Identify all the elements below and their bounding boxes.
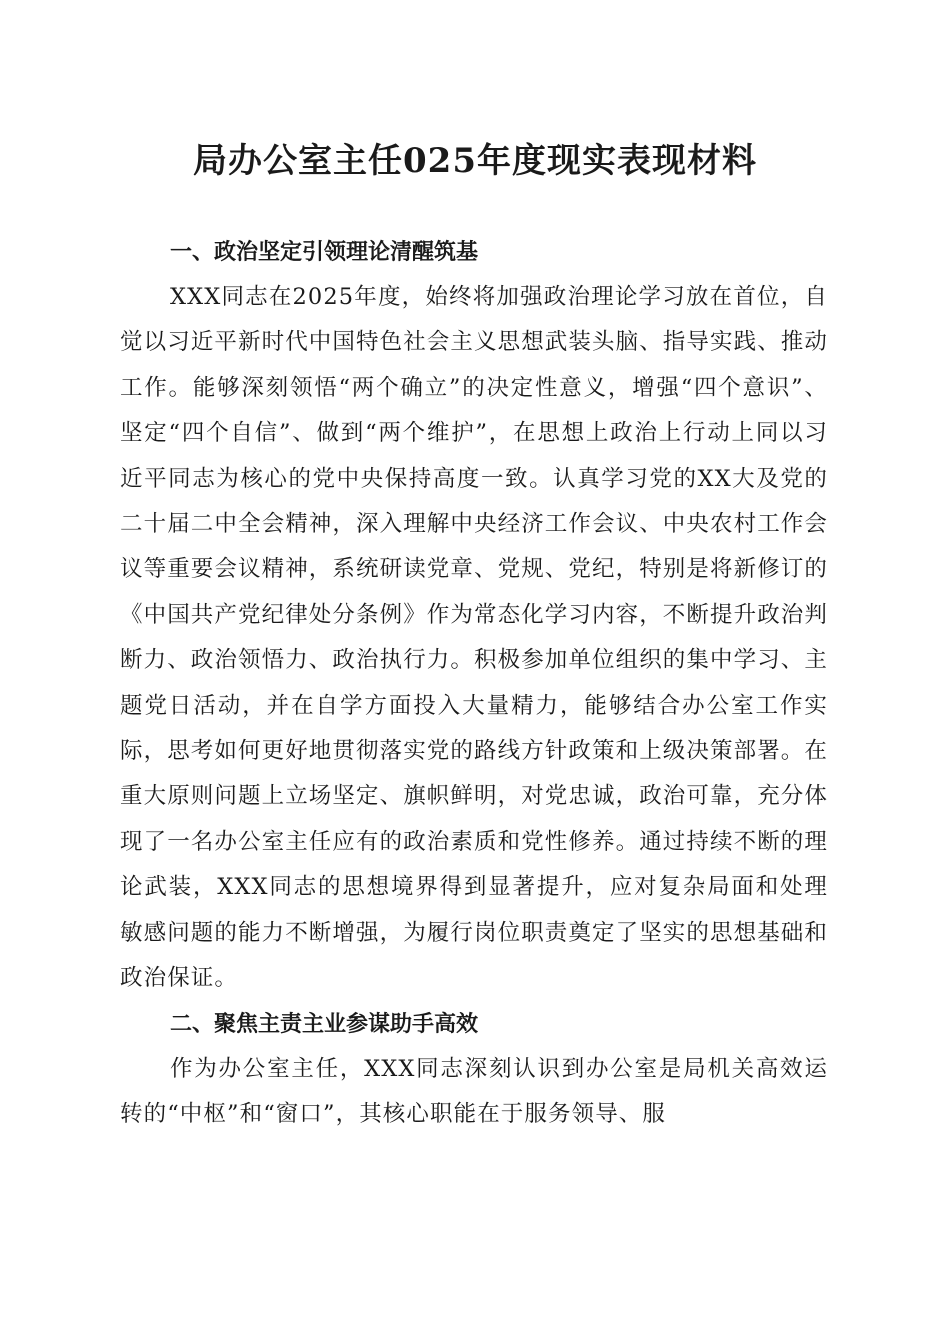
section-paragraph-political: XXX同志在2025年度，始终将加强政治理论学习放在首位，自觉以习近平新时代中国特色社会主义思想武装头脑、指导实践、推动工作。能够深刻领悟“两个确立”的决定性意义，增强“四个意识”、坚定“四个自信”、做到“两个维护”，在思想上政治上行动上同以习近平同志为核心的党中央保持高度一致。认真学习党的XX大及党的二十届二中全会精神，深入理解中央经济工作会议、中央农村工作会议等重要会议精神，系统研读党章、党规、党纪，特别是将新修订的《中国共产党纪律处分条例》作为常态化学习内容，不断提升政治判断力、政治领悟力、政治执行力。积极参加单位组织的集中学习、主题党日活动，并在自学方面投入大量精力，能够结合办公室工作实际，思考如何更好地贯彻落实党的路线方针政策和上级决策部署。在重大原则问题上立场坚定、旗帜鲜明，对党忠诚，政治可靠，充分体现了一名办公室主任应有的政治素质和党性修养。通过持续不断的理论武装，XXX同志的思想境界得到显著提升，应对复杂局面和处理敏感问题的能力不断增强，为履行岗位职责奠定了坚实的思想基础和政治保证。 [120, 284, 829, 992]
section-paragraph-duties: 作为办公室主任，XXX同志深刻认识到办公室是局机关高效运转的“中枢”和“窗口”，其核心职能在于服务领导、服 [120, 1055, 828, 1127]
section-heading-political: 一、政治坚定引领理论清醒筑基 [170, 240, 479, 265]
document-body [120, 230, 828, 1137]
section-heading-duties: 二、聚焦主责主业参谋助手高效 [170, 1011, 479, 1037]
document-title: 局办公室主任025年度现实表现材料 [193, 141, 757, 181]
